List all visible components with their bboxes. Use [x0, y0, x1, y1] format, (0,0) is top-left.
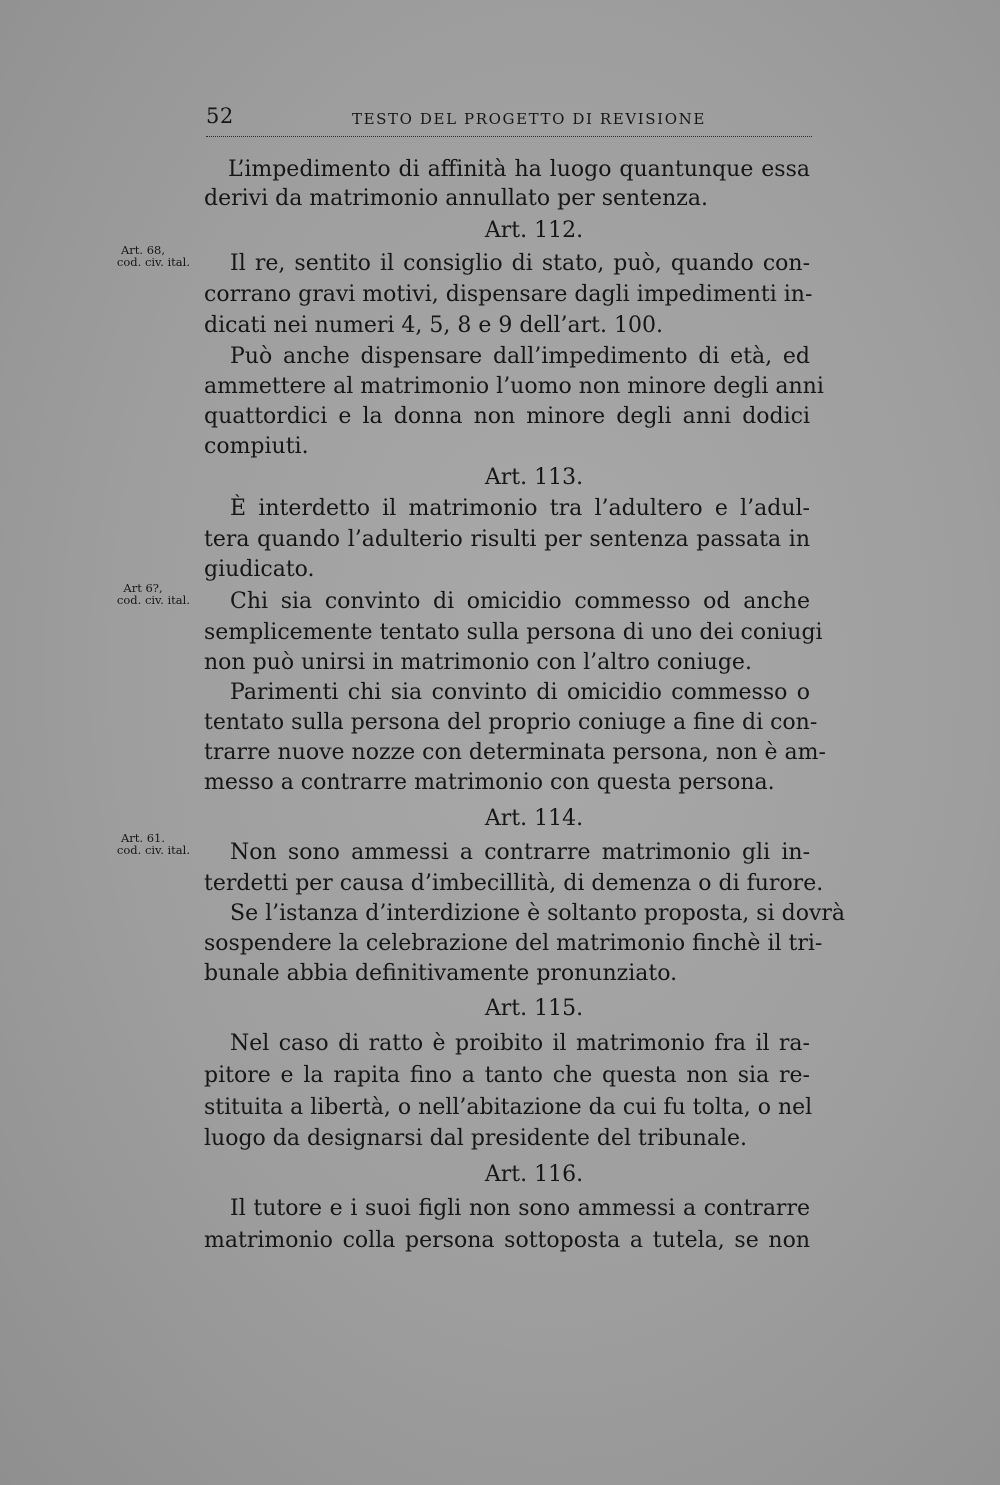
text-line: L’impedimento di affinità ha luogo quantunque essa	[228, 157, 810, 182]
text-line: luogo da designarsi dal presidente del tribunale.	[204, 1126, 748, 1151]
article-heading-115: Art. 115.	[484, 996, 584, 1021]
text-line: Chi sia convinto di omicidio commesso od anche	[230, 589, 810, 614]
article-heading-116: Art. 116.	[484, 1162, 584, 1187]
margin-note-article: Art 6?,	[123, 581, 163, 595]
header-rule	[206, 136, 812, 137]
text-line: Il re, sentito il consiglio di stato, può, quando con-	[230, 251, 810, 276]
text-line: tentato sulla persona del proprio coniuge a fine di con-	[204, 710, 818, 735]
text-line: ammettere al matrimonio l’uomo non minore degli anni	[204, 374, 824, 399]
text-line: semplicemente tentato sulla persona di uno dei coniugi	[204, 620, 823, 645]
text-line: stituita a libertà, o nell’abitazione da cui fu tolta, o nel	[204, 1095, 813, 1120]
text-line: sospendere la celebrazione del matrimonio finchè il tri-	[204, 931, 823, 956]
margin-note-art-67	[80, 582, 190, 606]
text-line: corrano gravi motivi, dispensare dagli impedimenti in-	[204, 282, 813, 307]
text-line: terdetti per causa d’imbecillità, di demenza o di furore.	[204, 871, 824, 896]
text-line: quattordici e la donna non minore degli anni dodici	[204, 404, 810, 429]
margin-note-article: Art. 61.	[120, 831, 166, 845]
text-line: Può anche dispensare dall’impedimento di età, ed	[230, 344, 810, 369]
margin-note-article: Art. 68,	[120, 243, 166, 257]
text-line: compiuti.	[204, 434, 309, 459]
article-heading-112: Art. 112.	[484, 218, 584, 243]
margin-note-code: cod. civ. ital.	[116, 255, 190, 269]
page-number: 52	[206, 104, 234, 128]
text-line: dicati nei numeri 4, 5, 8 e 9 dell’art. 100.	[204, 313, 663, 338]
text-line: giudicato.	[204, 557, 315, 582]
margin-note-code: cod. civ. ital.	[116, 593, 190, 607]
text-line: messo a contrarre matrimonio con questa persona.	[204, 770, 775, 795]
text-line: bunale abbia definitivamente pronunziato.	[204, 961, 678, 986]
margin-note-art-61	[80, 832, 190, 856]
text-line: È interdetto il matrimonio tra l’adultero e l’adul-	[230, 496, 810, 521]
text-line: Il tutore e i suoi figli non sono ammessi a contrarre	[230, 1196, 810, 1221]
text-line: Non sono ammessi a contrarre matrimonio gli in-	[230, 840, 810, 865]
margin-note-code: cod. civ. ital.	[116, 843, 190, 857]
text-line: derivi da matrimonio annullato per sentenza.	[204, 186, 708, 211]
text-line: non può unirsi in matrimonio con l’altro coniuge.	[204, 650, 752, 675]
text-line: tera quando l’adulterio risulti per sentenza passata in	[204, 527, 810, 552]
text-line: pitore e la rapita fino a tanto che questa non sia re-	[204, 1063, 810, 1088]
running-title: TESTO DEL PROGETTO DI REVISIONE	[352, 110, 706, 128]
text-line: Parimenti chi sia convinto di omicidio commesso o	[230, 680, 810, 705]
article-heading-113: Art. 113.	[484, 465, 584, 490]
text-line: Nel caso di ratto è proibito il matrimonio fra il ra-	[230, 1031, 810, 1056]
text-line: Se l’istanza d’interdizione è soltanto proposta, si dovrà	[230, 901, 846, 926]
article-heading-114: Art. 114.	[484, 806, 584, 831]
text-line: trarre nuove nozze con determinata persona, non è am-	[204, 740, 826, 765]
text-line: matrimonio colla persona sottoposta a tutela, se non	[204, 1228, 810, 1253]
margin-note-art-68	[80, 244, 190, 268]
